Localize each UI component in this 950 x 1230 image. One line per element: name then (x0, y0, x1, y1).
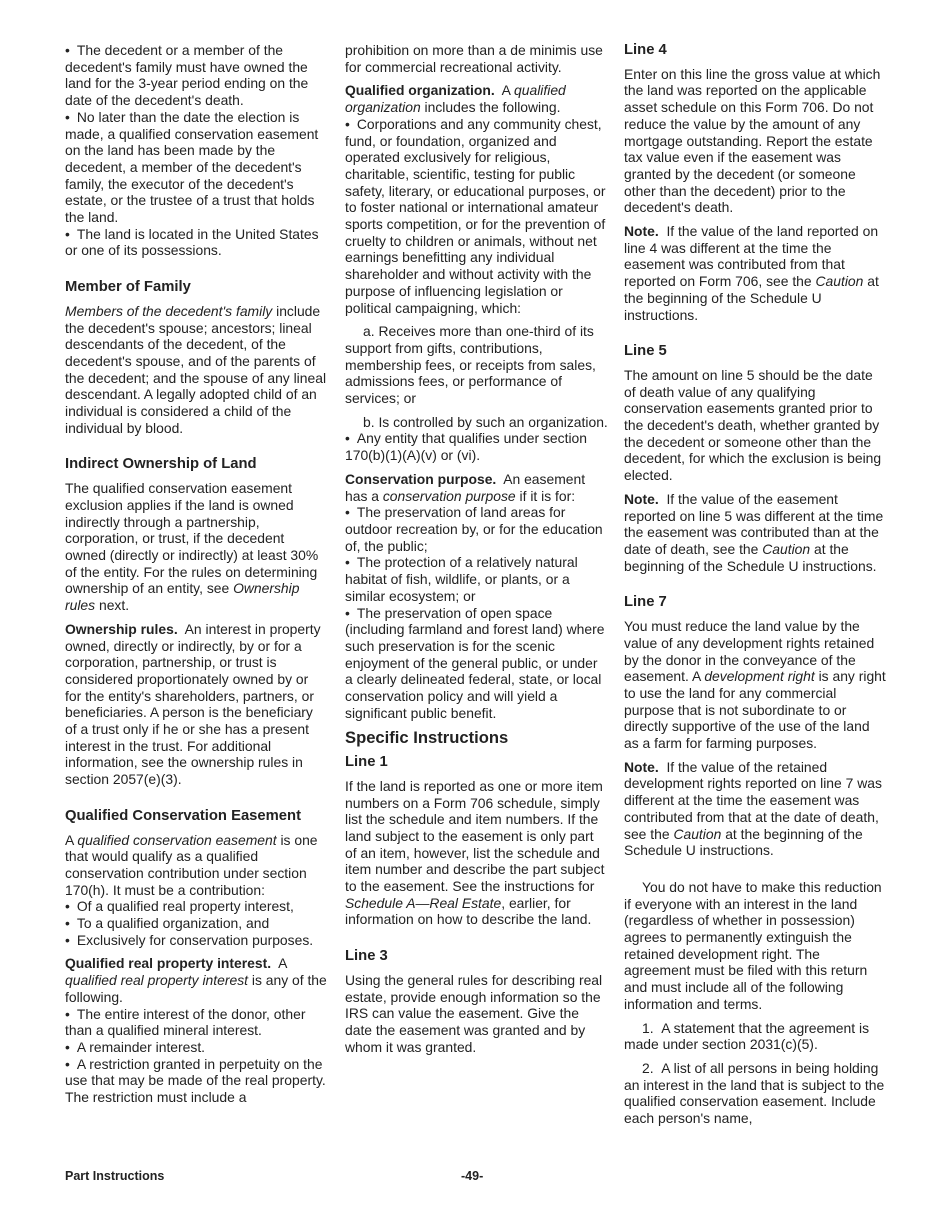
qrpi-bullet: • A restriction granted in perpetuity on the use that may be made of the real property. The restriction must include a (65, 1056, 328, 1106)
qce-bullet: • Exclusively for conservation purposes. (65, 932, 328, 949)
heading-line-7: Line 7 (624, 594, 667, 611)
conservation-purpose-bullet: • The preservation of land areas for outdoor recreation by, or for the education of, the public; (345, 504, 608, 554)
line-4-paragraph: Enter on this line the gross value at which the land was reported on the applicable asset schedule on this Form 706. Do not reduce the value by the amount of any mortgage outstanding. Report the estate tax value even if the easement was granted by the decedent (or someone other than the decedent) prior to the decedent's death. (624, 65, 881, 216)
heading-line-4: Line 4 (624, 42, 667, 58)
line-5-paragraph: The amount on line 5 should be the date of death value of any qualifying conservation easements granted prior to the decedent's death, whether granted by the decedent or someone other than the decedent, for which the exclusion is being elected. (624, 366, 882, 484)
requirement-bullet: • No later than the date the election is made, a qualified conservation easement on the land has been made by the decedent, a member of the decedent's family, the executor of the decedent's estate, or the trustee of a trust that holds the land. (65, 109, 328, 226)
sub-item-b: b. Is controlled by such an organization. (363, 413, 608, 430)
line-7-note: Note. If the value of the retained development rights reported on line 7 was different at the time the easement was contributed from that at the date of death, see the Caution at the beginning of the Schedule U instructions. (624, 758, 882, 859)
heading-line-5: Line 5 (624, 343, 667, 360)
requirement-bullet: • The land is located in the United States or one of its possessions. (65, 226, 328, 259)
qualified-organization-paragraph: Qualified organization. A qualified organization includes the following. (345, 82, 566, 116)
member-of-family-paragraph: Members of the decedent's family include the decedent's spouse; ancestors; lineal descendants of the decedent, of the decedent's spouse, and of the parents of the decedent; and the spouse of any lineal descendant. A legally adopted child of an individual is considered a child of the individual by blood. (65, 302, 327, 436)
qce-paragraph: A qualified conservation easement is one that would qualify as a qualified conservation contribution under section 170(h). It must be a contribution: (65, 831, 318, 898)
line-3-paragraph: Using the general rules for describing real estate, provide enough information so the IRS can value the easement. Give the date the easement was granted and by whom it was granted. (345, 971, 603, 1055)
column-1 (65, 42, 328, 1106)
agreement-item-1: 1. A statement that the agreement is made under section 2031(c)(5). (624, 1019, 870, 1053)
conservation-purpose-bullet: • The protection of a relatively natural habitat of fish, wildlife, or plants, or a similar ecosystem; or (345, 554, 608, 604)
qrpi-bullet: • A remainder interest. (65, 1039, 328, 1056)
ownership-rules-paragraph: Ownership rules. An interest in property owned, directly or indirectly, by or for a corporation, partnership, or trust is considered proportionately owned by or for the entity's shareholders, partners, or beneficiaries. A person is the beneficiary of a trust only if he or she has a present interest in the trust. For additional information, see the ownership rules in section 2057(e)(3). (65, 620, 321, 788)
line-1-paragraph: If the land is reported as one or more item numbers on a Form 706 schedule, simply list the schedule and item numbers. If the land subject to the easement is only part of an item, however, list the schedule and item number and describe the part subject to the easement. See the instructions for Schedule A—Real Estate, earlier, for information on how to describe the land. (345, 777, 605, 928)
reduction-paragraph: You do not have to make this reduction if everyone with an interest in the land (regardless of whether in possession) agrees to permanently extinguish the retained development right. The agreement must be filed with this return and must include all of the following information and terms. (624, 878, 882, 1012)
conservation-purpose-bullet: • The preservation of open space (including farmland and forest land) where such preservation is for the scenic enjoyment of the general public, or under a clearly delineated federal, state, or local conservation policy and will yield a significant public benefit. (345, 605, 608, 722)
qce-bullet: • To a qualified organization, and (65, 915, 328, 932)
conservation-purpose-paragraph: Conservation purpose. An easement has a conservation purpose if it is for: (345, 470, 586, 504)
qrpi-bullet: • The entire interest of the donor, other than a qualified mineral interest. (65, 1006, 328, 1039)
continuation-paragraph: prohibition on more than a de minimis use for commercial recreational activity. (345, 42, 603, 75)
heading-specific-instructions: Specific Instructions (345, 728, 509, 748)
heading-indirect-ownership: Indirect Ownership of Land (65, 456, 257, 473)
qualified-organization-bullet: • Corporations and any community chest, fund, or foundation, organized and operated exclusively for religious, charitable, scientific, testing for public safety, literary, or educational purposes, or to foster national or international amateur sports competition, or for the prevention of cruelty to children or animals, without net earnings benefitting any individual shareholder and without activity with the purpose of influencing legislation or political campaigning, which: (345, 116, 608, 316)
heading-line-1: Line 1 (345, 754, 388, 771)
qrpi-paragraph: Qualified real property interest. A qualified real property interest is any of the following. (65, 955, 327, 1005)
sub-item-a: a. Receives more than one-third of its support from gifts, contributions, membership fees, or receipts from sales, admissions fees, or performance of services; or (345, 323, 596, 407)
line-5-note: Note. If the value of the easement reported on line 5 was different at the time the easement was contributed than at the date of death, see the Caution at the beginning of the Schedule U instructions. (624, 490, 884, 574)
heading-line-3: Line 3 (345, 948, 388, 965)
column-3 (624, 42, 887, 1134)
indirect-ownership-paragraph: The qualified conservation easement exclusion applies if the land is owned indirectly through a partnership, corporation, or trust, if the decedent owned (directly or indirectly) at least 30% of the entity. For the rules on determining ownership of an entity, see Ownership rules next. (65, 480, 319, 614)
qce-bullet: • Of a qualified real property interest, (65, 898, 328, 915)
footer-section-label: Part Instructions (65, 1169, 165, 1183)
heading-qualified-conservation-easement: Qualified Conservation Easement (65, 807, 301, 824)
line-4-note: Note. If the value of the land reported on line 4 was different at the time the easement was contributed from that reported on Form 706, see the Caution at the beginning of the Schedule U instructions. (624, 223, 879, 323)
column-2 (345, 42, 608, 1062)
line-7-paragraph: You must reduce the land value by the value of any development rights retained by the donor in the conveyance of the easement. A development right is any right to use the land for any commercial purpose that is not subordinate to or directly supportive of the use of the land as a farm for farming purposes. (624, 618, 886, 752)
heading-member-of-family: Member of Family (65, 279, 191, 296)
page-number: -49- (461, 1169, 484, 1183)
requirement-bullet: • The decedent or a member of the decedent's family must have owned the land for the 3-year period ending on the date of the decedent's death. (65, 42, 328, 109)
agreement-item-2: 2. A list of all persons in being holding an interest in the land that is subject to the qualified conservation easement. Include each person's name, (624, 1059, 885, 1127)
qualified-organization-bullet: • Any entity that qualifies under section 170(b)(1)(A)(v) or (vi). (345, 430, 608, 463)
